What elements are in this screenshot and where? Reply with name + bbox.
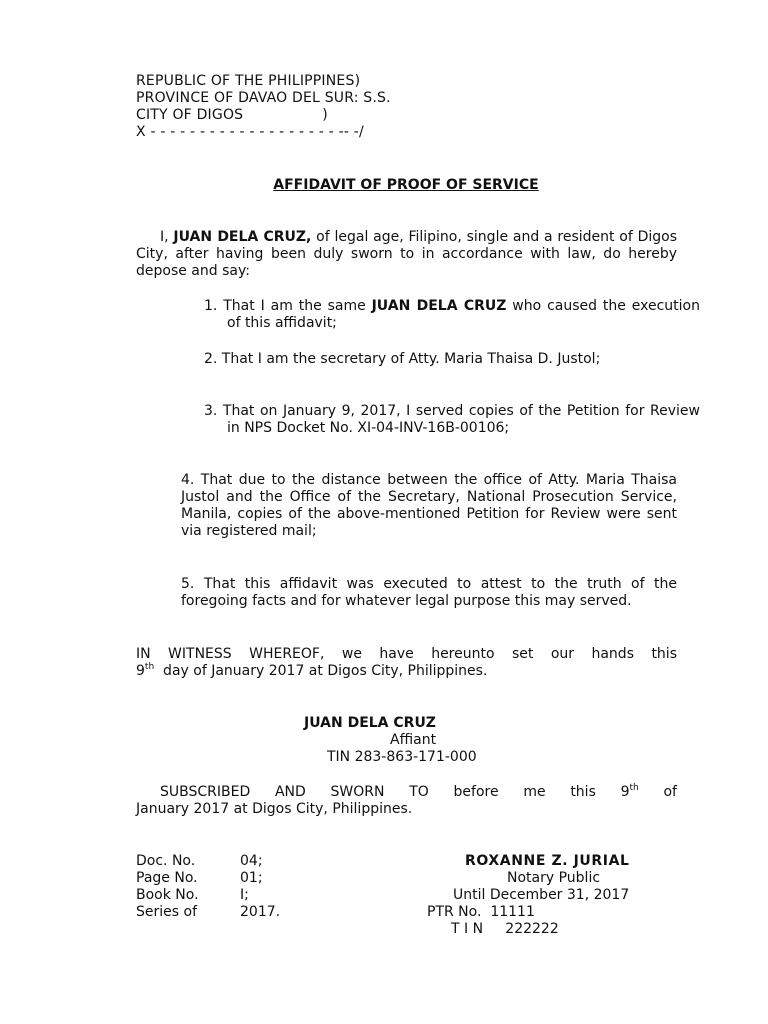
affiant-role: Affiant: [390, 732, 437, 748]
doc-info-row: Book No. I;: [136, 887, 249, 903]
doc-info-row: Series of 2017.: [136, 904, 281, 920]
affiant-signature-block: [300, 715, 500, 766]
notary-name: ROXANNE Z. JURIAL: [465, 853, 630, 869]
list-item-1: 1. That I am the same JUAN DELA CRUZ who caused the execution of this affidavit;: [204, 298, 700, 331]
notary-commission: Until December 31, 2017: [453, 887, 630, 903]
notary-block: [425, 853, 685, 938]
list-item-5: 5. That this affidavit was executed to attest to the truth of the foregoing facts and for whatever legal purpose this may served.: [181, 576, 677, 609]
caption-line-3: CITY OF DIGOS ): [136, 107, 328, 123]
affiant-tin: TIN 283-863-171-000: [327, 749, 477, 765]
caption-line-2: PROVINCE OF DAVAO DEL SUR: S.S.: [136, 90, 391, 106]
list-item-4: 4. That due to the distance between the office of Atty. Maria Thaisa Justol and the Office of the Secretary, National Prosecution Service, Manila, copies of the above-mentioned Petition for Review were sent via registered mail;: [181, 472, 677, 539]
notary-tin: T I N 222222: [451, 921, 559, 937]
intro-paragraph: [136, 229, 677, 280]
doc-info-row: Doc. No. 04;: [136, 853, 263, 869]
intro-pre: I,: [160, 229, 174, 245]
caption-block: [136, 73, 556, 141]
witness-paragraph: IN WITNESS WHEREOF, we have hereunto set our hands this 9th day of January 2017 at Digos City, Philippines.: [136, 646, 677, 679]
caption-line-1: REPUBLIC OF THE PHILIPPINES): [136, 73, 361, 89]
list-item-2: 2. That I am the secretary of Atty. Maria Thaisa D. Justol;: [204, 351, 601, 367]
affiant-name: JUAN DELA CRUZ: [304, 715, 436, 731]
intro-post: of legal age, Filipino, single and a resident of Digos City, after having been duly sworn to in accordance with law, do hereby depose and say:: [136, 229, 678, 279]
list-item-3: 3. That on January 9, 2017, I served copies of the Petition for Review in NPS Docket No. XI-04-INV-16B-00106;: [204, 403, 700, 436]
caption-line-4: X - - - - - - - - - - - - - - - - - - - -- -/: [136, 124, 364, 140]
document-title: AFFIDAVIT OF PROOF OF SERVICE: [273, 177, 539, 193]
doc-info-block: [136, 853, 320, 921]
subscribed-paragraph: SUBSCRIBED AND SWORN TO before me this 9th of January 2017 at Digos City, Philippines.: [136, 783, 677, 817]
affiant-name-inline: JUAN DELA CRUZ,: [173, 229, 312, 245]
notary-ptr: PTR No. 11111: [427, 904, 535, 920]
doc-info-row: Page No. 01;: [136, 870, 263, 886]
notary-title: Notary Public: [507, 870, 601, 886]
